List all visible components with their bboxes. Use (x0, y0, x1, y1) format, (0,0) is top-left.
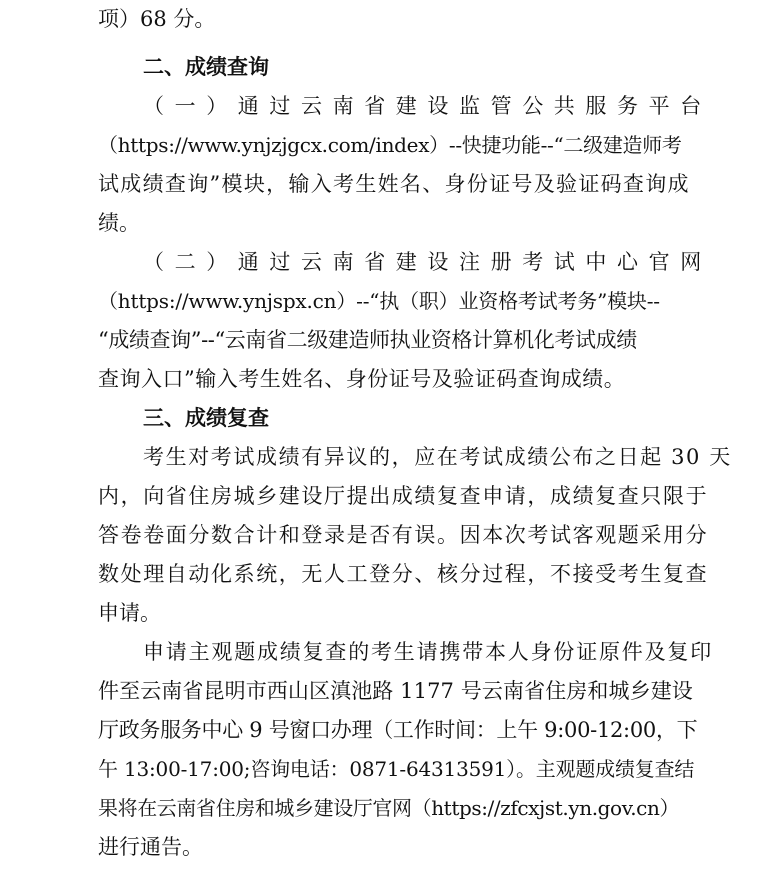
text-line: （二）通过云南省建设注册考试中心官网 (143, 250, 712, 274)
text-line: 试成绩查询”模块，输入考生姓名、身份证号及验证码查询成 (98, 172, 690, 196)
section-heading: 二、成绩查询 (143, 55, 269, 79)
text-line: （一）通过云南省建设监管公共服务平台 (143, 94, 712, 118)
text-line: （https://www.ynjzjgcx.com/index）--快捷功能--“二级建造师考 (98, 133, 682, 157)
text-line: 答卷卷面分数合计和登录是否有误。因本次考试客观题采用分 (98, 523, 709, 547)
text-line: 考生对考试成绩有异议的，应在考试成绩公布之日起 30 天 (143, 445, 732, 469)
text-line: 内，向省住房城乡建设厅提出成绩复查申请，成绩复查只限于 (98, 484, 709, 508)
section-heading: 三、成绩复查 (143, 406, 269, 430)
text-line: 绩。 (98, 211, 140, 235)
text-line: 果将在云南省住房和城乡建设厅官网（https://zfcxjst.yn.gov.cn） (98, 796, 680, 820)
text-line: 午 13:00-17:00;咨询电话：0871-64313591）。主观题成绩复查结 (98, 757, 695, 781)
text-line: 查询入口”输入考生姓名、身份证号及验证码查询成绩。 (98, 367, 626, 391)
text-line: 申请主观题成绩复查的考生请携带本人身份证原件及复印 (143, 640, 713, 664)
text-line: 项）68 分。 (98, 7, 216, 31)
text-line: 件至云南省昆明市西山区滇池路 1177 号云南省住房和城乡建设 (98, 679, 693, 703)
text-line: 数处理自动化系统，无人工登分、核分过程，不接受考生复查 (98, 562, 709, 586)
text-line: 厅政务服务中心 9 号窗口办理（工作时间：上午 9:00-12:00，下 (98, 718, 698, 742)
text-line: （https://www.ynjspx.cn）--“执（职）业资格考试考务”模块-- (98, 289, 660, 313)
text-line: 进行通告。 (98, 835, 203, 859)
text-line: 申请。 (98, 601, 161, 625)
text-line: “成绩查询”--“云南省二级建造师执业资格计算机化考试成绩 (98, 328, 637, 352)
